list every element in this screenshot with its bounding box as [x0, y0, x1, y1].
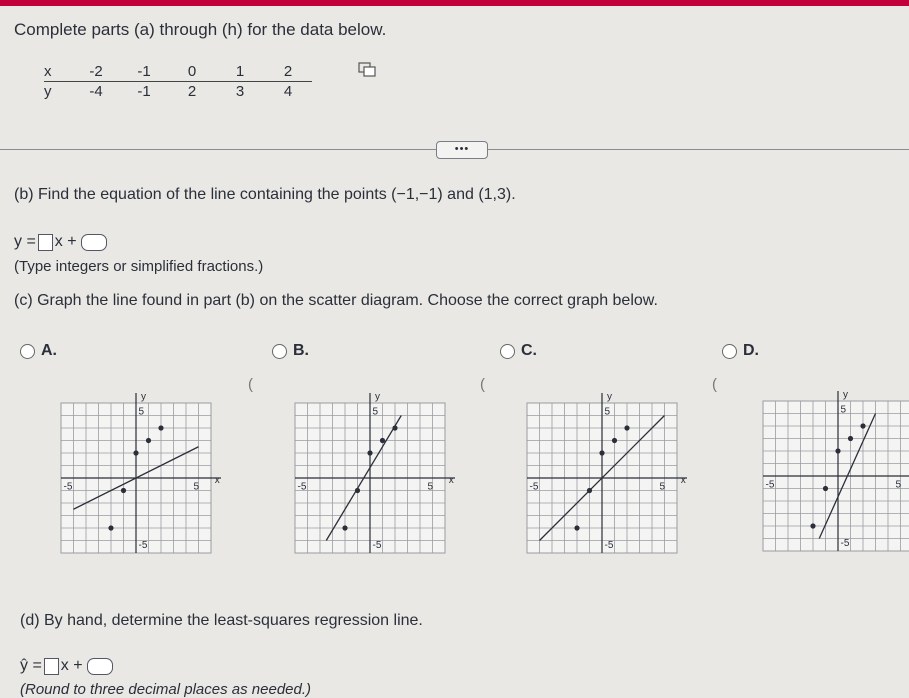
y-axis-label: y [843, 389, 848, 401]
part-b-hint: (Type integers or simplified fractions.) [14, 258, 264, 275]
option-b[interactable] [272, 342, 309, 360]
data-point [355, 488, 360, 493]
option-c[interactable] [500, 342, 537, 360]
y-tick-label: 5 [604, 406, 611, 418]
option-a[interactable] [20, 342, 57, 360]
data-point [612, 438, 617, 443]
copy-data-icon[interactable] [358, 62, 376, 78]
y-tick-label: 5 [372, 406, 379, 418]
option-b-label: B. [293, 342, 309, 359]
graph-option-a[interactable] [58, 391, 220, 556]
data-point [342, 525, 347, 530]
x-cell: 2 [264, 62, 312, 82]
part-b-answer [14, 233, 107, 251]
intercept-input[interactable] [81, 234, 107, 251]
option-a-radio[interactable] [20, 344, 35, 359]
x-axis-label: x [680, 475, 686, 486]
data-point [587, 488, 592, 493]
y-tick-label: -5 [604, 540, 614, 551]
data-point [121, 488, 126, 493]
x-tick-label: -5 [529, 481, 539, 493]
y-tick-label: -5 [138, 540, 148, 551]
part-d-hint: (Round to three decimal places as needed.) [20, 681, 312, 698]
y-cell: -4 [89, 83, 103, 100]
slope-input[interactable] [38, 234, 53, 251]
data-point [810, 523, 815, 528]
y-row [44, 82, 312, 102]
data-point [367, 450, 372, 455]
x-tick-label: 5 [193, 481, 200, 493]
x-tick-label: -5 [297, 481, 307, 493]
data-point [835, 448, 840, 453]
x-cell: 1 [216, 62, 264, 82]
x-cell: -2 [72, 62, 120, 82]
equation-middle: x + [60, 657, 83, 674]
part-c-question: (c) Graph the line found in part (b) on the scatter diagram. Choose the correct graph below. [14, 292, 658, 309]
slope-input[interactable] [44, 658, 59, 675]
y-cell: 4 [283, 83, 293, 100]
equation-prefix: y = [14, 233, 36, 250]
y-tick-label: -5 [372, 540, 382, 551]
part-b-question: (b) Find the equation of the line containing the points (−1,−1) and (1,3). [14, 186, 516, 203]
y-axis-label: y [141, 391, 146, 403]
option-b-radio[interactable] [272, 344, 287, 359]
x-tick-label: 5 [895, 479, 902, 491]
x-tick-label: -5 [765, 479, 775, 491]
side-mark: ( [712, 376, 717, 393]
y-tick-label: 5 [840, 404, 847, 416]
y-axis-label: y [607, 391, 612, 403]
x-cell: 0 [168, 62, 216, 82]
data-point [574, 525, 579, 530]
data-point [823, 486, 828, 491]
part-d-answer [20, 657, 113, 675]
equation-prefix: ŷ = [20, 657, 42, 674]
data-point [624, 425, 629, 430]
data-point [146, 438, 151, 443]
y-cell: 3 [235, 83, 245, 100]
y-cell: -1 [137, 83, 151, 100]
side-mark: ( [480, 376, 485, 393]
x-header: x [44, 62, 72, 82]
data-point [133, 450, 138, 455]
y-header: y [44, 83, 52, 100]
option-a-label: A. [41, 342, 57, 359]
intercept-input[interactable] [87, 658, 113, 675]
x-axis-label: x [448, 475, 454, 486]
graph-option-d[interactable] [760, 389, 902, 554]
option-d[interactable] [722, 342, 759, 360]
graph-option-c[interactable] [524, 391, 686, 556]
graph-option-b[interactable] [292, 391, 454, 556]
option-d-label: D. [743, 342, 759, 359]
data-table [44, 62, 312, 101]
expand-more-button[interactable]: ••• [436, 141, 488, 159]
y-tick-label: -5 [840, 538, 850, 549]
data-point [860, 423, 865, 428]
y-axis-label: y [375, 391, 380, 403]
x-axis-label: x [214, 475, 220, 486]
y-tick-label: 5 [138, 406, 145, 418]
x-tick-label: -5 [63, 481, 73, 493]
y-cell: 2 [187, 83, 197, 100]
option-c-radio[interactable] [500, 344, 515, 359]
data-point [599, 450, 604, 455]
option-d-radio[interactable] [722, 344, 737, 359]
instructions-heading: Complete parts (a) through (h) for the data below. [14, 20, 387, 39]
data-point [392, 425, 397, 430]
data-point [848, 436, 853, 441]
side-mark: ( [248, 376, 253, 393]
x-tick-label: 5 [659, 481, 666, 493]
data-point [380, 438, 385, 443]
x-tick-label: 5 [427, 481, 434, 493]
option-c-label: C. [521, 342, 537, 359]
top-accent-bar [0, 0, 909, 6]
x-row [44, 62, 312, 82]
x-cell: -1 [120, 62, 168, 82]
data-point [108, 525, 113, 530]
equation-middle: x + [54, 233, 77, 250]
part-d-question: (d) By hand, determine the least-squares regression line. [20, 612, 423, 629]
data-point [158, 425, 163, 430]
